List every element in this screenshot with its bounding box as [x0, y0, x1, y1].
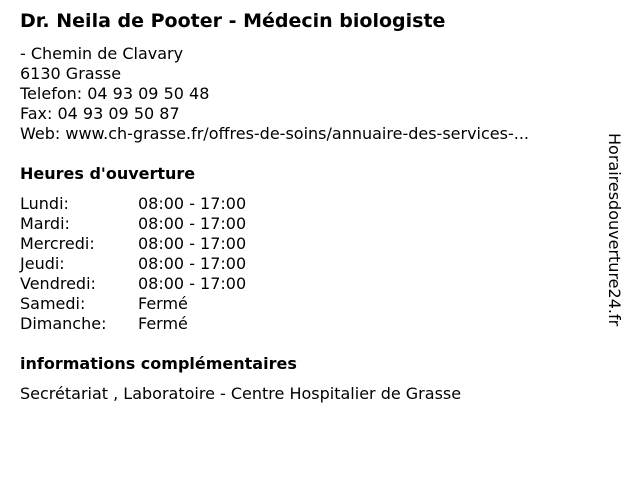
phone-number: Telefon: 04 93 09 50 48 [20, 84, 210, 103]
day-label: Dimanche: [20, 314, 107, 333]
hours-row-monday [20, 194, 246, 214]
hours-row-friday [20, 274, 246, 294]
day-hours: Fermé [138, 314, 188, 333]
day-hours: 08:00 - 17:00 [138, 214, 247, 233]
page-title: Dr. Neila de Pooter - Médecin biologiste [20, 10, 446, 32]
day-hours: 08:00 - 17:00 [138, 254, 247, 273]
day-label: Samedi: [20, 294, 86, 313]
day-label: Mardi: [20, 214, 70, 233]
day-hours: 08:00 - 17:00 [138, 234, 247, 253]
city: 6130 Grasse [20, 64, 122, 83]
day-hours: 08:00 - 17:00 [138, 274, 247, 293]
day-label: Lundi: [20, 194, 69, 213]
day-hours: 08:00 - 17:00 [138, 194, 247, 213]
hours-row-sunday [20, 314, 246, 334]
additional-info-text: Secrétariat , Laboratoire - Centre Hospitalier de Grasse [20, 384, 462, 403]
opening-hours-table [20, 194, 246, 334]
fax-number: Fax: 04 93 09 50 87 [20, 104, 180, 123]
hours-row-tuesday [20, 214, 246, 234]
day-hours: Fermé [138, 294, 188, 313]
hours-row-thursday [20, 254, 246, 274]
site-brand-watermark: Horairesdouverture24.fr [605, 133, 624, 327]
street-address: - Chemin de Clavary [20, 44, 184, 63]
address-block [20, 44, 529, 144]
day-label: Mercredi: [20, 234, 95, 253]
additional-info-heading: informations complémentaires [20, 354, 297, 373]
website-link[interactable]: Web: www.ch-grasse.fr/offres-de-soins/annuaire-des-services-... [20, 124, 529, 143]
hours-row-wednesday [20, 234, 246, 254]
hours-row-saturday [20, 294, 246, 314]
opening-hours-heading: Heures d'ouverture [20, 164, 196, 183]
day-label: Vendredi: [20, 274, 96, 293]
day-label: Jeudi: [20, 254, 65, 273]
